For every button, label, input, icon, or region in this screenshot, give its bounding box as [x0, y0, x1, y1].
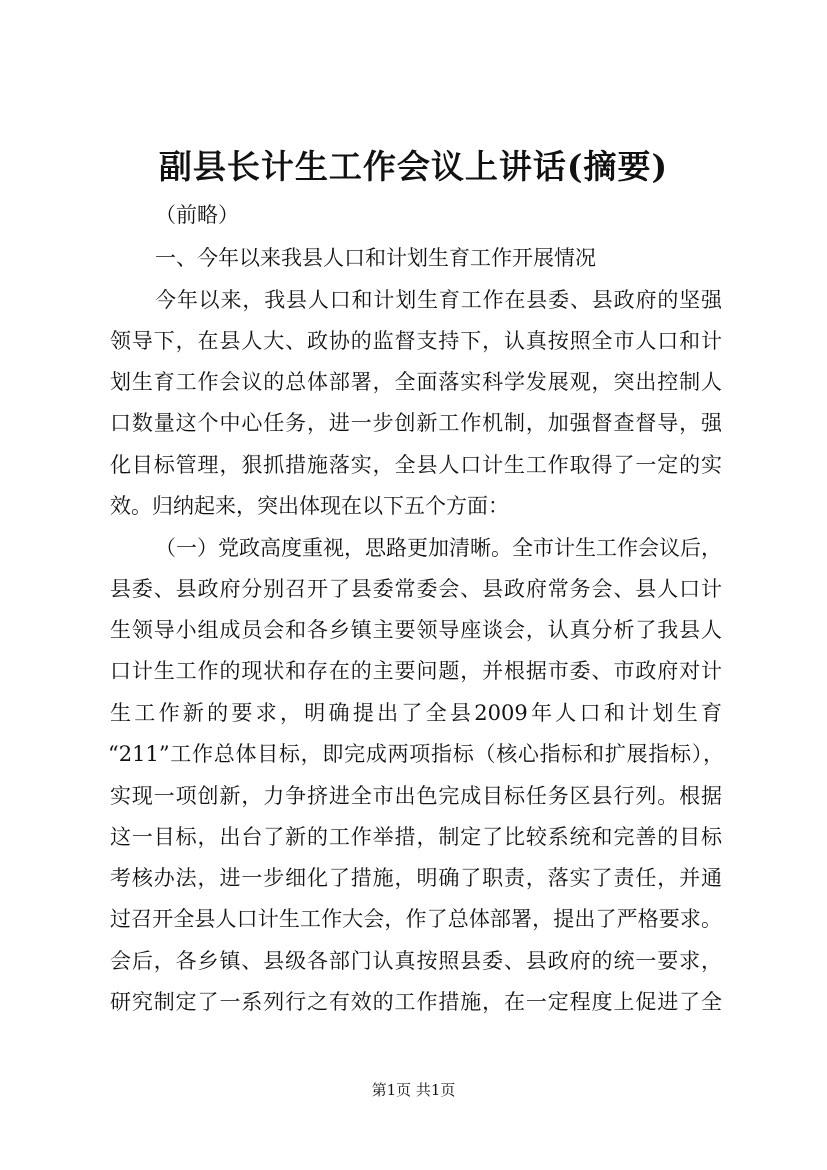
- text-line: 化目标管理，狠抓措施落实，全县人口计生工作取得了一定的实: [110, 453, 722, 477]
- document-title: 副县长计生工作会议上讲话(摘要): [158, 147, 669, 186]
- text-line: 这一目标，出台了新的工作举措，制定了比较系统和完善的目标: [110, 825, 722, 849]
- text-line: 县委、县政府分别召开了县委常委会、县政府常务会、县人口计: [110, 577, 722, 601]
- text-line: 口数量这个中心任务，进一步创新工作机制，加强督查督导，强: [110, 411, 722, 435]
- text-line: （一）党政高度重视，思路更加清晰。全市计生工作会议后，: [155, 536, 722, 560]
- text-line: “211”工作总体目标，即完成两项指标（核心指标和扩展指标），: [108, 742, 724, 766]
- text-line: 考核办法，进一步细化了措施，明确了职责，落实了责任，并通: [110, 866, 722, 890]
- text-line: 今年以来，我县人口和计划生育工作在县委、县政府的坚强: [155, 288, 722, 312]
- text-line: 会后，各乡镇、县级各部门认真按照县委、县政府的统一要求，: [110, 949, 722, 973]
- text-line: 过召开全县人口计生工作大会，作了总体部署，提出了严格要求。: [110, 907, 722, 931]
- page-number-footer: 第1页 共1页: [371, 1081, 456, 1099]
- text-line: 研究制定了一系列行之有效的工作措施，在一定程度上促进了全: [110, 990, 722, 1014]
- text-line: 划生育工作会议的总体部署，全面落实科学发展观，突出控制人: [110, 370, 722, 394]
- text-line: 生领导小组成员会和各乡镇主要领导座谈会，认真分析了我县人: [110, 618, 722, 642]
- text-line: 领导下，在县人大、政协的监督支持下，认真按照全市人口和计: [110, 329, 722, 353]
- text-line: 口计生工作的现状和存在的主要问题，并根据市委、市政府对计: [110, 659, 722, 683]
- section-heading: 一、今年以来我县人口和计划生育工作开展情况: [155, 246, 596, 270]
- text-line: 效。归纳起来，突出体现在以下五个方面：: [110, 494, 509, 518]
- text-line: 实现一项创新，力争挤进全市出色完成目标任务区县行列。根据: [110, 784, 722, 808]
- text-line: 生工作新的要求，明确提出了全县2009年人口和计划生育: [110, 701, 722, 725]
- text-line: （前略）: [155, 203, 239, 227]
